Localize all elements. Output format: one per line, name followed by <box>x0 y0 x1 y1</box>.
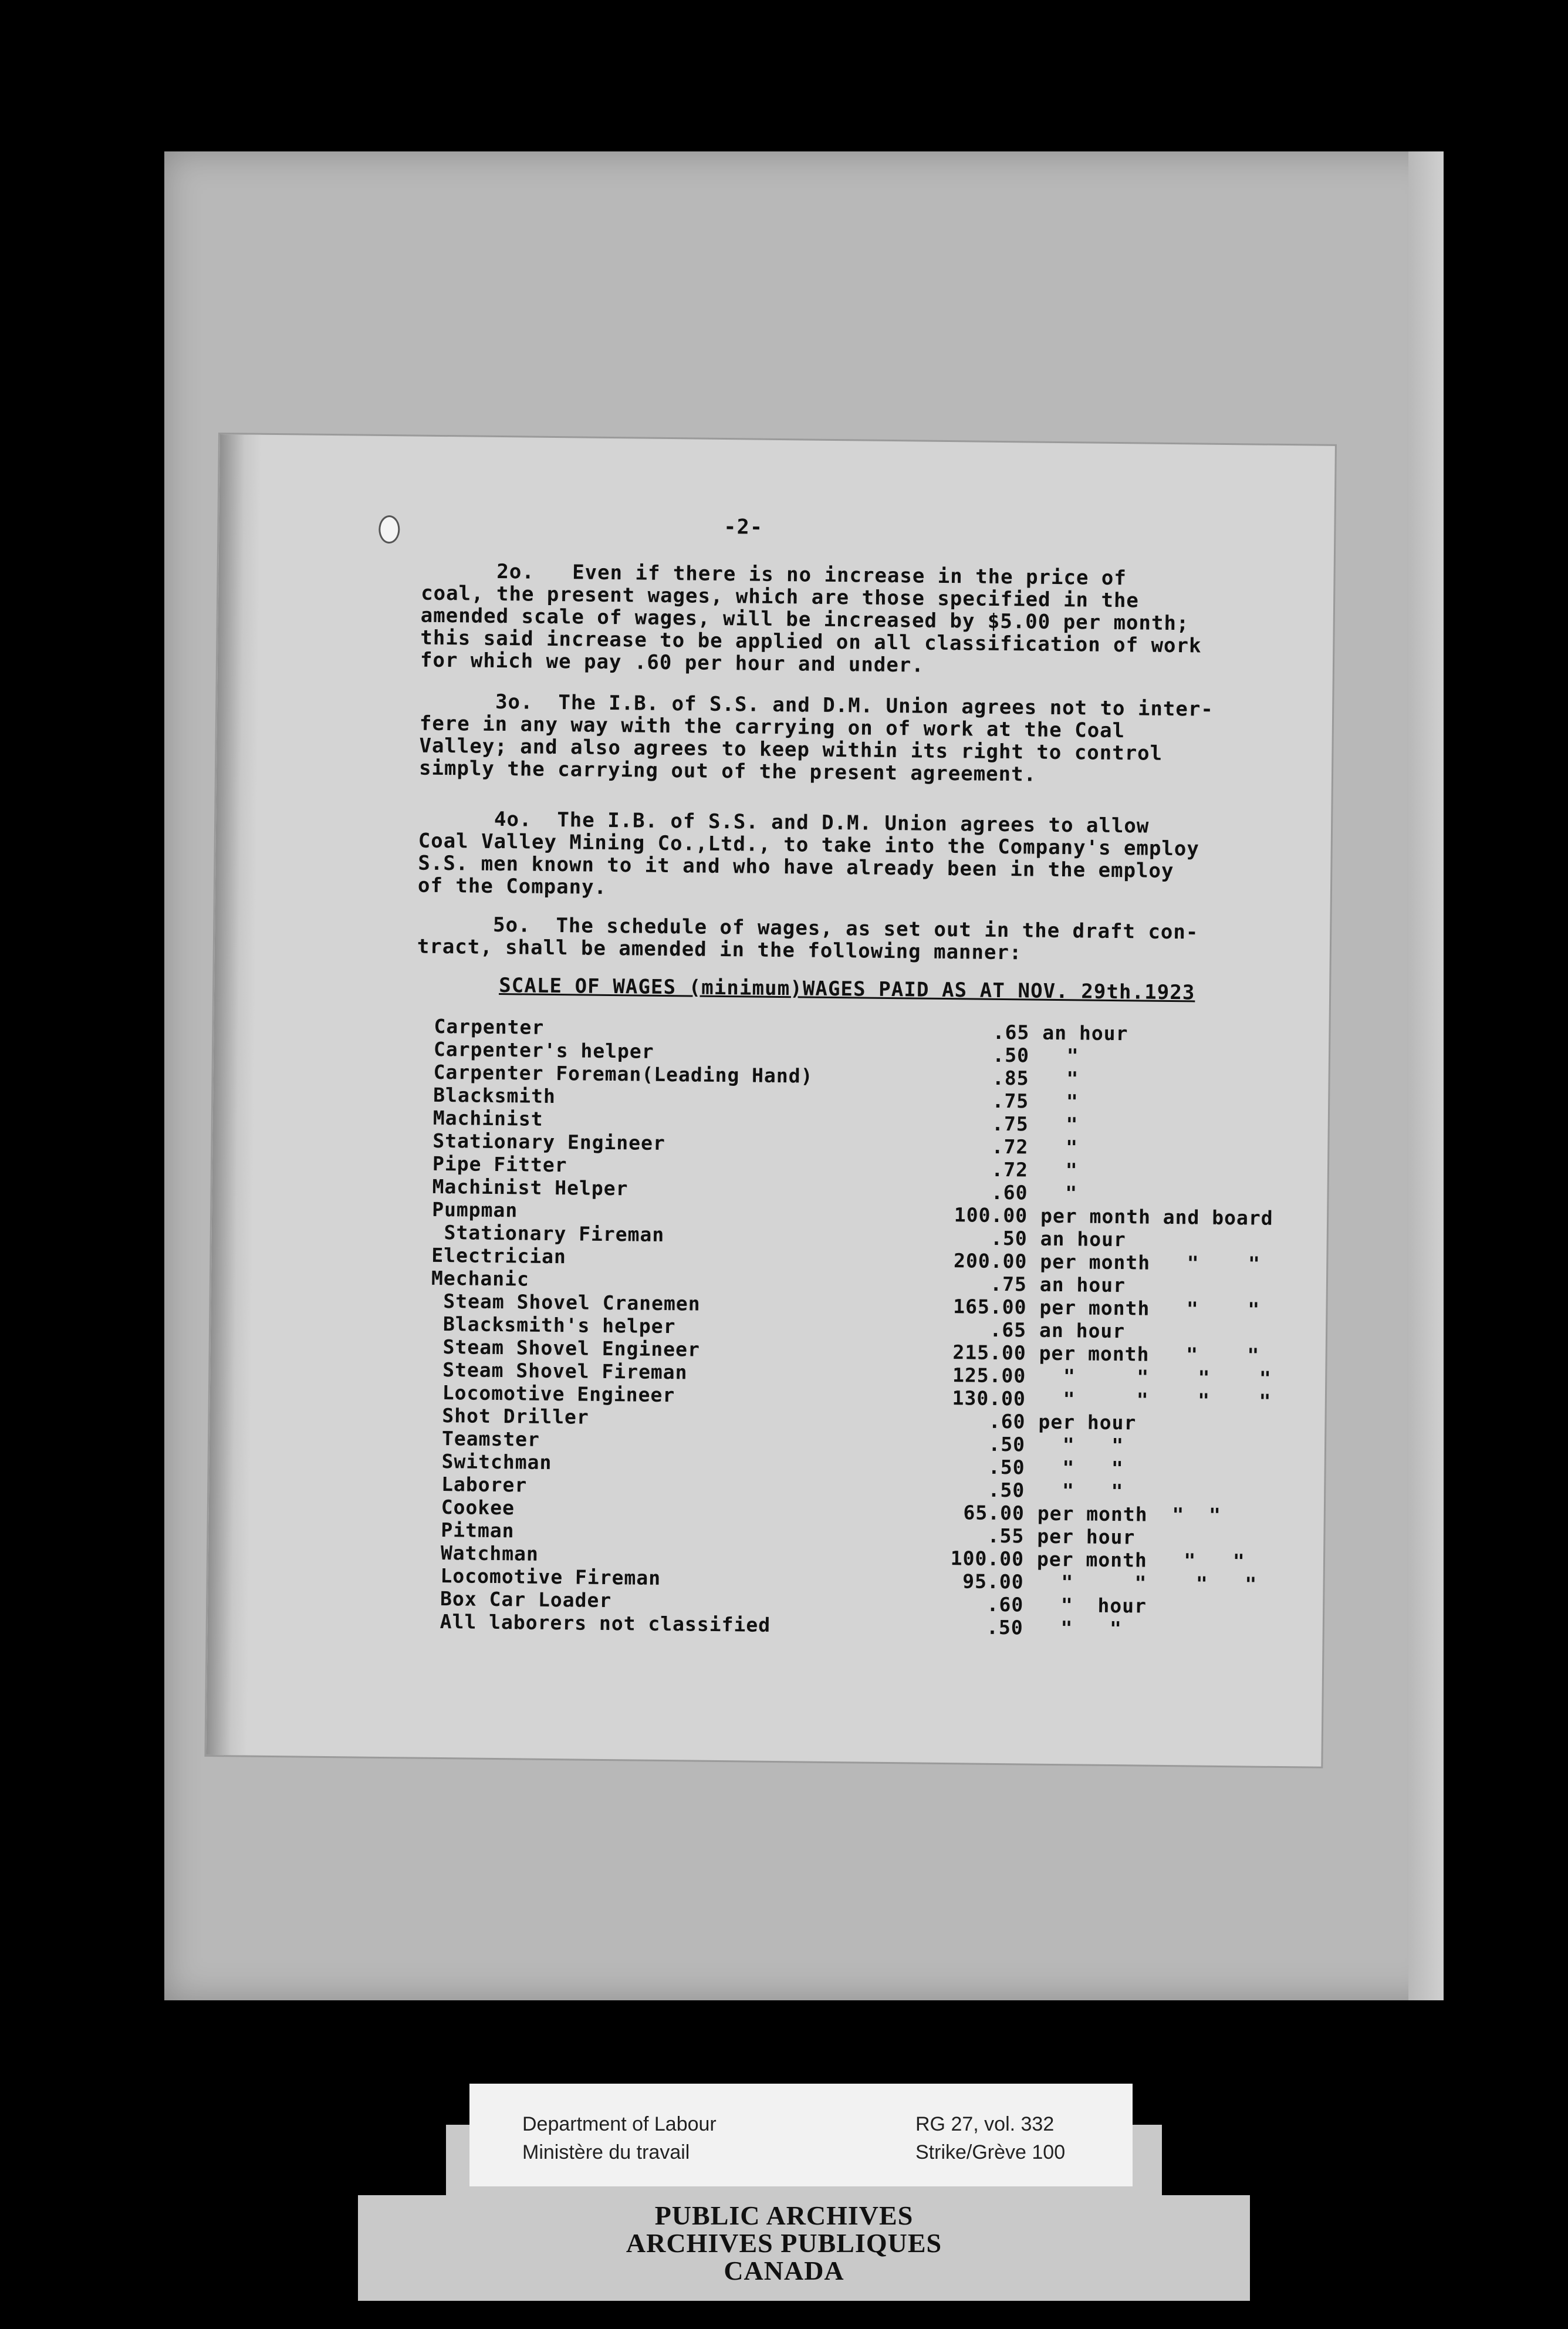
unit-cell: " " " " <box>1036 1570 1258 1596</box>
rate-cell: .50 <box>986 1615 1023 1639</box>
rate-cell: .60 <box>991 1180 1028 1204</box>
department-english: Department of Labour <box>522 2113 717 2135</box>
occupation-cell: Locomotive Engineer <box>430 1380 675 1407</box>
rate-cell: .60 <box>988 1409 1026 1433</box>
unit-cell: " " <box>1036 1616 1123 1641</box>
rate-cell: .60 <box>986 1592 1024 1616</box>
occupation-cell: Stationary Fireman <box>431 1220 665 1247</box>
occupation-cell: Carpenter Foreman(Leading Hand) <box>433 1060 813 1088</box>
occupation-cell: Stationary Engineer <box>432 1129 666 1155</box>
unit-cell: " <box>1042 1066 1079 1091</box>
occupation-cell: Teamster <box>429 1426 540 1451</box>
unit-cell: " <box>1041 1089 1079 1113</box>
occupation-cell: Box Car Loader <box>428 1587 612 1612</box>
typed-page <box>206 434 1334 1767</box>
archive-reference-card <box>469 2084 1133 2186</box>
occupation-cell: Electrician <box>431 1243 567 1268</box>
rate-cell: .65 <box>992 1020 1030 1044</box>
rate-cell: 165.00 <box>953 1295 1027 1319</box>
record-group-reference: RG 27, vol. 332 <box>915 2113 1055 2135</box>
wage-scale-heading: SCALE OF WAGES (minimum)WAGES PAID AS AT NOV. 29th.1923 <box>498 974 1195 1005</box>
rate-cell: 100.00 <box>950 1547 1025 1571</box>
unit-cell: " hour <box>1036 1593 1147 1618</box>
rate-cell: .75 <box>990 1272 1028 1296</box>
rate-cell: .50 <box>988 1432 1026 1456</box>
rate-cell: .50 <box>988 1455 1025 1479</box>
unit-cell: " <box>1040 1158 1078 1182</box>
unit-cell: per month " " <box>1040 1250 1261 1275</box>
occupation-cell: All laborers not classified <box>427 1609 771 1636</box>
rate-cell: 95.00 <box>962 1569 1024 1594</box>
rate-cell: .72 <box>991 1157 1029 1182</box>
rate-cell: .75 <box>991 1112 1029 1136</box>
strike-number: Strike/Grève 100 <box>915 2141 1066 2163</box>
unit-cell: " " " " <box>1039 1364 1272 1390</box>
paragraph-2: 2o. Even if there is no increase in the price of coal, the present wages, which are those specified in the amended scale of wages, will be increased by $5.00 per month; this said increase to be applied on all classification of work for which we pay .60 per hour and under. <box>420 559 1202 677</box>
unit-cell: an hour <box>1039 1318 1126 1343</box>
occupation-cell: Blacksmith <box>433 1083 556 1108</box>
unit-cell: per month " " <box>1039 1295 1261 1321</box>
occupation-cell: Pumpman <box>431 1197 518 1222</box>
occupation-cell: Machinist Helper <box>432 1174 628 1200</box>
unit-cell: per month " " <box>1036 1547 1245 1573</box>
occupation-cell: Mechanic <box>431 1266 530 1291</box>
archives-line-2: ARCHIVES PUBLIQUES <box>626 2228 942 2258</box>
occupation-cell: Cookee <box>428 1495 515 1520</box>
unit-cell: per month " " <box>1037 1501 1222 1527</box>
occupation-cell: Blacksmith's helper <box>430 1312 676 1338</box>
occupation-cell: Carpenter's helper <box>433 1037 654 1063</box>
paragraph-5: 5o. The schedule of wages, as set out in the draft con- tract, shall be amended in the following manner: <box>417 912 1199 965</box>
rate-cell: .50 <box>988 1478 1025 1502</box>
unit-cell: " " " " <box>1038 1387 1272 1413</box>
occupation-cell: Steam Shovel Fireman <box>430 1358 688 1384</box>
archives-line-3: CANADA <box>724 2256 844 2286</box>
rate-cell: 100.00 <box>954 1203 1028 1227</box>
unit-cell: per month and board <box>1040 1204 1273 1230</box>
occupation-cell: Carpenter <box>434 1014 545 1039</box>
paragraph-3: 3o. The I.B. of S.S. and D.M. Union agrees not to inter- fere in any way with the carrying on of work at the Coal Valley; and also agrees to keep within its right to control simply the carrying out of the present agreement. <box>418 689 1214 787</box>
punch-hole <box>380 517 398 542</box>
wage-table <box>428 1015 1301 1642</box>
rate-cell: .50 <box>990 1226 1028 1250</box>
occupation-cell: Machinist <box>432 1106 543 1130</box>
unit-cell: an hour <box>1039 1272 1126 1297</box>
unit-cell: " " <box>1038 1456 1124 1480</box>
occupation-cell: Pitman <box>428 1518 515 1542</box>
rate-cell: .65 <box>989 1318 1027 1342</box>
page-number: -2- <box>724 515 763 539</box>
unit-cell: an hour <box>1042 1021 1128 1045</box>
occupation-cell: Steam Shovel Engineer <box>430 1335 701 1361</box>
occupation-cell: Locomotive Fireman <box>428 1564 661 1589</box>
rate-cell: .85 <box>992 1066 1029 1090</box>
unit-cell: " <box>1041 1112 1079 1136</box>
rate-cell: 200.00 <box>953 1249 1028 1273</box>
occupation-cell: Laborer <box>429 1472 528 1497</box>
archives-line-1: PUBLIC ARCHIVES <box>654 2200 914 2230</box>
unit-cell: " " <box>1038 1479 1124 1503</box>
occupation-cell: Pipe Fitter <box>432 1152 567 1177</box>
rate-cell: .55 <box>987 1524 1025 1548</box>
occupation-cell: Shot Driller <box>430 1403 589 1429</box>
department-french: Ministère du travail <box>522 2141 690 2163</box>
unit-cell: per hour <box>1038 1410 1137 1434</box>
occupation-cell: Steam Shovel Cranemen <box>431 1289 701 1315</box>
rate-cell: .75 <box>992 1089 1029 1113</box>
unit-cell: per hour <box>1037 1524 1136 1549</box>
rate-cell: 215.00 <box>952 1341 1026 1365</box>
rate-cell: 125.00 <box>952 1363 1026 1388</box>
paragraph-4: 4o. The I.B. of S.S. and D.M. Union agrees to allow Coal Valley Mining Co.,Ltd., to take into the Company's employ S.S. men known to it and who have already been in the employ of the Company. <box>417 806 1200 899</box>
occupation-cell: Switchman <box>429 1449 552 1474</box>
rate-cell: .72 <box>991 1135 1029 1159</box>
unit-cell: " <box>1040 1181 1078 1205</box>
rate-cell: 65.00 <box>963 1501 1025 1525</box>
unit-cell: per month " " <box>1039 1341 1260 1367</box>
rate-cell: .50 <box>992 1043 1030 1067</box>
unit-cell: " <box>1041 1135 1079 1159</box>
occupation-cell: Watchman <box>428 1541 539 1565</box>
unit-cell: an hour <box>1040 1227 1127 1251</box>
unit-cell: " <box>1042 1044 1079 1068</box>
unit-cell: " " <box>1038 1433 1124 1457</box>
rate-cell: 130.00 <box>952 1386 1026 1410</box>
